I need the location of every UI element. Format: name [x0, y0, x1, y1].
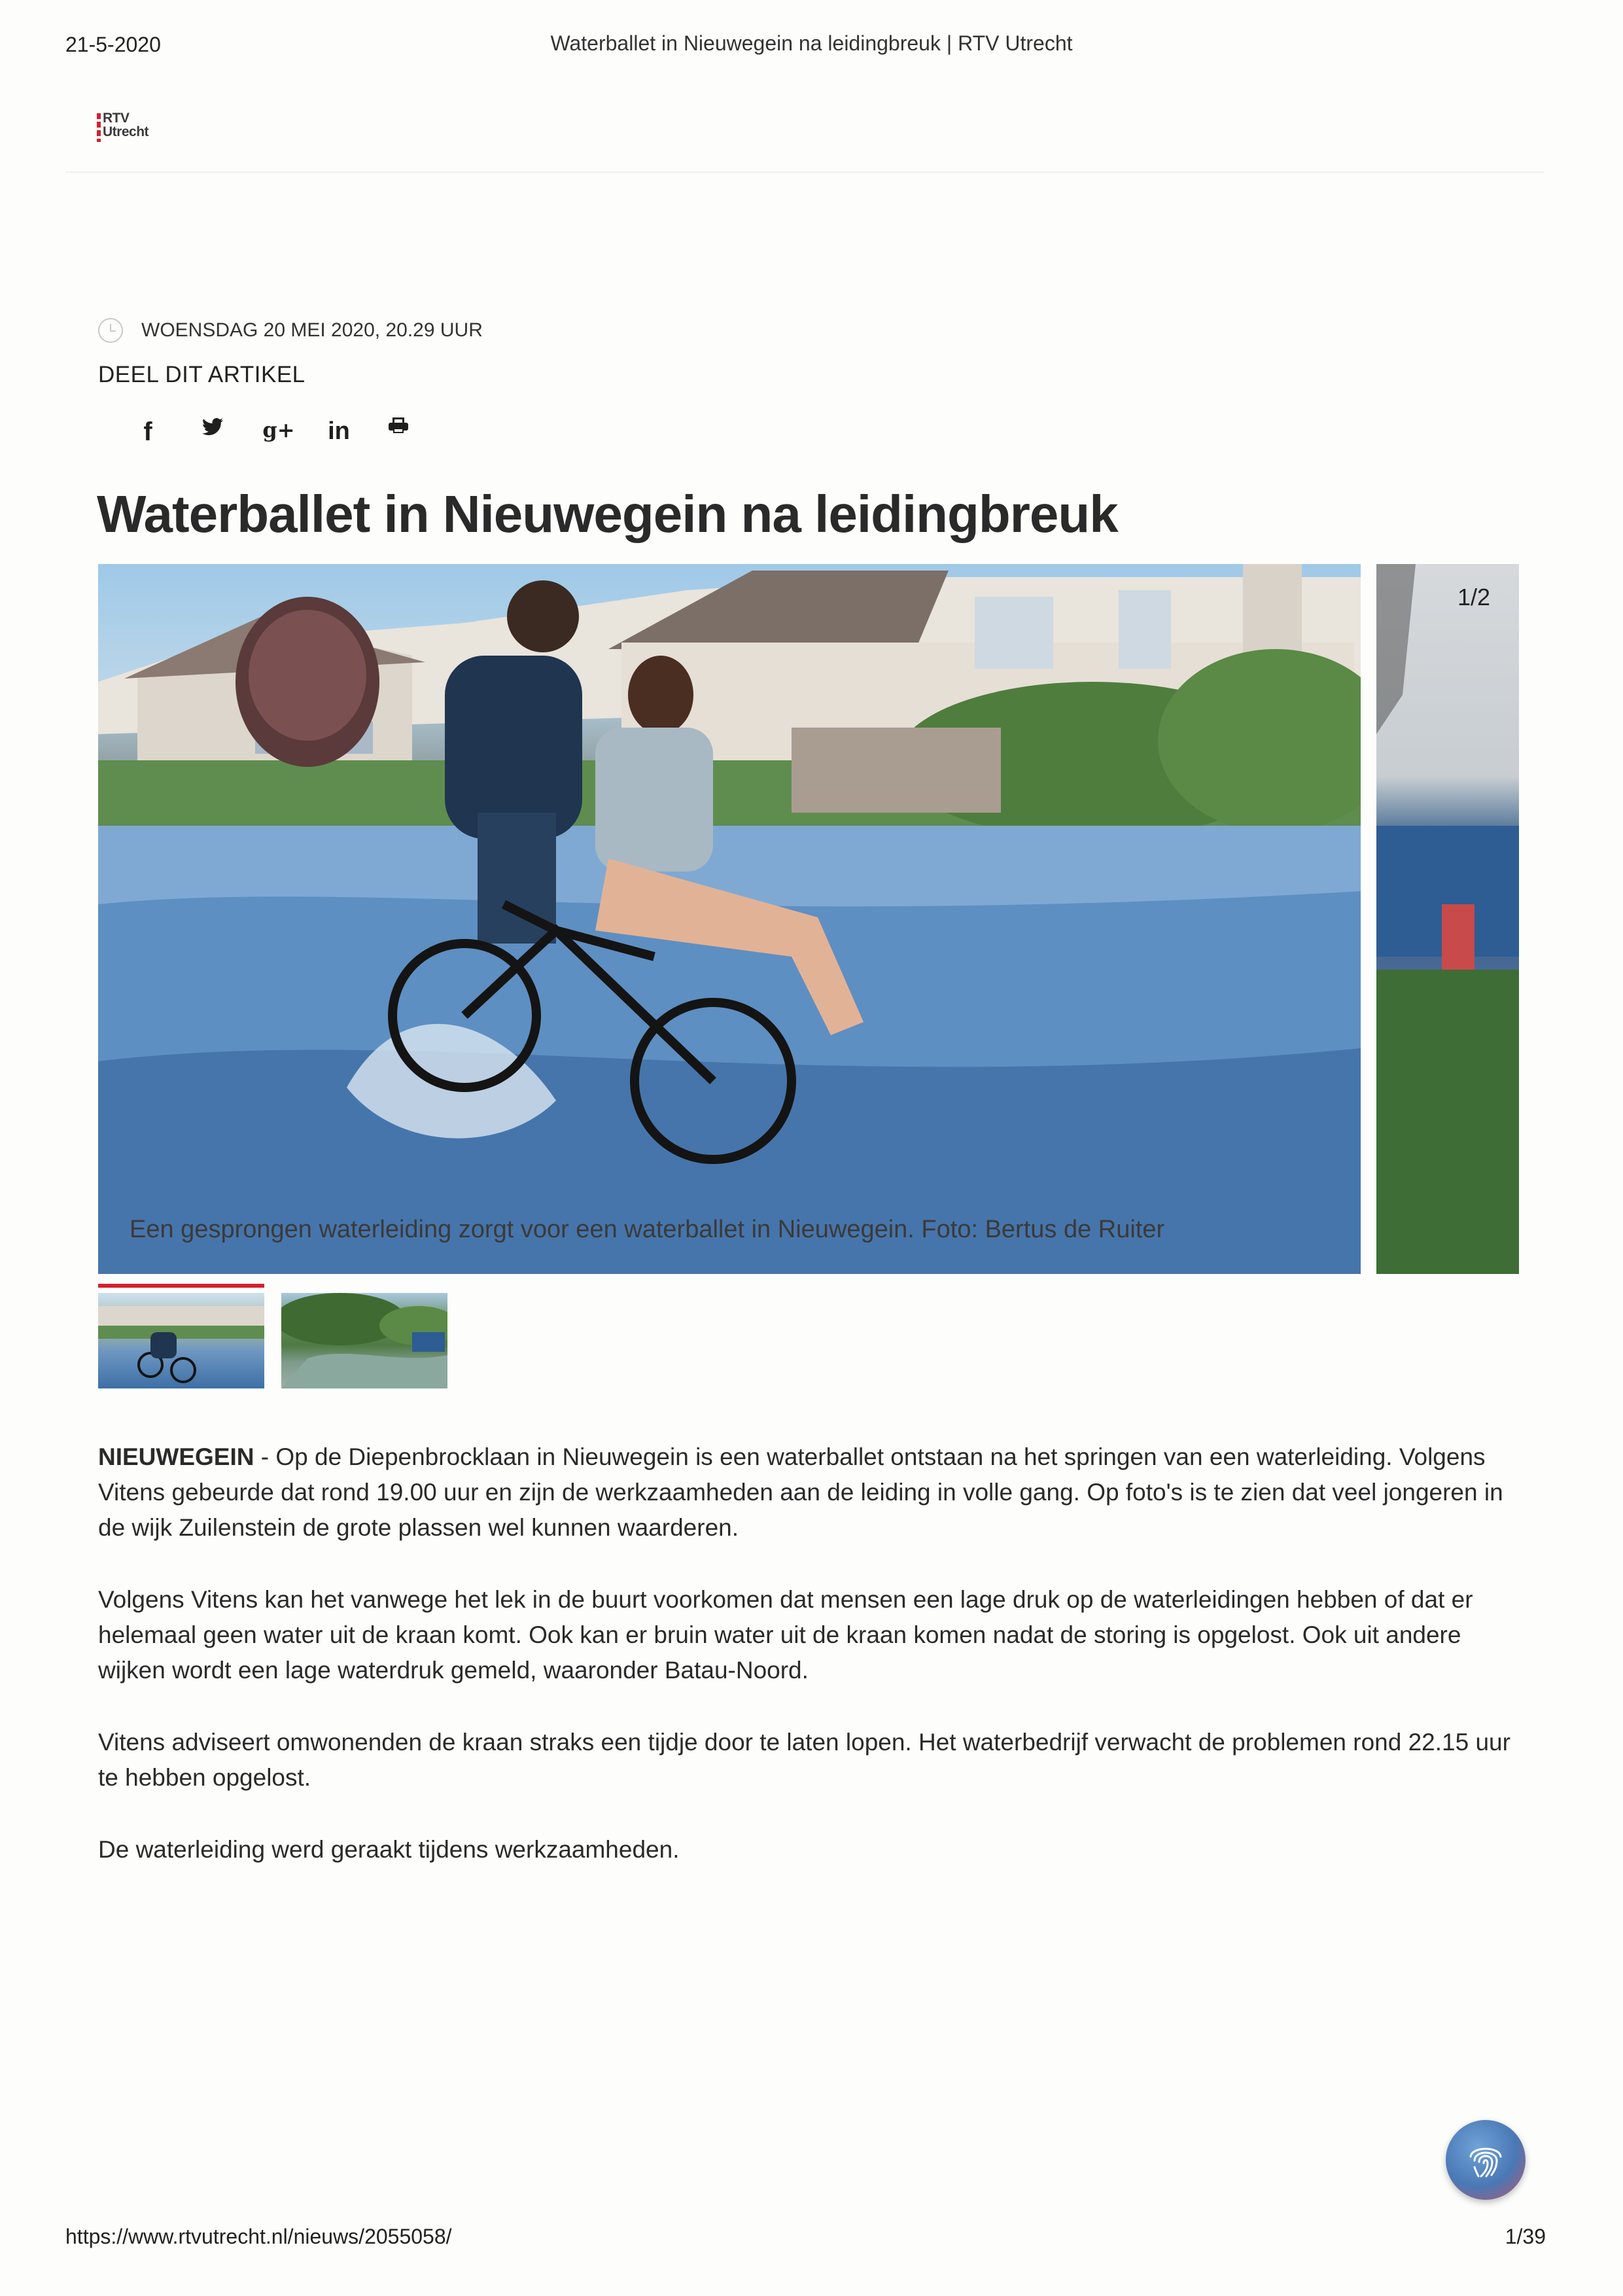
print-url: https://www.rtvutrecht.nl/nieuws/2055058/: [65, 2225, 452, 2248]
clock-icon: [98, 318, 123, 343]
paragraph-text: - Op de Diepenbrocklaan in Nieuwegein is een waterballet ontstaan na het springen van een waterleiding. Volgens Vitens gebeurde dat rond 19.00 uur en zijn de werkzaamheden aan de leiding in volle gang. Op foto's is te zien dat veel jongeren in de wijk Zuilenstein de grote plassen wel kunnen waarderen.: [98, 1443, 1503, 1541]
print-date: 21-5-2020: [65, 33, 161, 56]
print-page-title: Waterballet in Nieuwegein na leidingbreuk | RTV Utrecht: [550, 31, 1073, 55]
dateline: NIEUWEGEIN: [98, 1443, 254, 1470]
rtv-utrecht-logo[interactable]: [97, 111, 175, 144]
gallery-next-photo[interactable]: [1376, 564, 1519, 1274]
gallery-counter: 1/2: [1457, 584, 1491, 610]
google-plus-icon[interactable]: g+: [262, 417, 295, 442]
print-icon[interactable]: [386, 417, 412, 434]
header-divider: [65, 171, 1544, 173]
fingerprint-icon: [1463, 2137, 1509, 2183]
fingerprint-button[interactable]: [1446, 2120, 1526, 2200]
photo-caption: Een gesprongen waterleiding zorgt voor een waterballet in Nieuwegein. Foto: Bertus de Ruiter: [130, 1216, 1165, 1243]
gallery-thumbnail-2[interactable]: [281, 1293, 447, 1388]
linkedin-icon[interactable]: in: [328, 417, 350, 445]
article-paragraph-1: [98, 1439, 1531, 1545]
article-paragraph-4: De waterleiding werd geraakt tijdens werkzaamheden.: [98, 1836, 680, 1863]
article-headline: Waterballet in Nieuwegein na leidingbreuk: [97, 485, 1118, 543]
share-label: DEEL DIT ARTIKEL: [98, 362, 305, 387]
facebook-icon[interactable]: f: [143, 417, 152, 446]
gallery-thumbnail-1[interactable]: [98, 1293, 264, 1388]
publish-date: WOENSDAG 20 MEI 2020, 20.29 UUR: [141, 319, 483, 341]
logo-line-1: RTV: [103, 111, 130, 126]
article-paragraph-3: Vitens adviseert omwonenden de kraan straks een tijdje door te laten lopen. Het waterbedrijf verwacht de problemen rond 22.15 uur te hebben opgelost.: [98, 1729, 1510, 1791]
gallery-main-photo[interactable]: [98, 564, 1361, 1274]
thumbnail-active-indicator: [98, 1284, 264, 1288]
print-page-number: 1/39: [1505, 2225, 1546, 2248]
article-paragraph-2: Volgens Vitens kan het vanwege het lek in de buurt voorkomen dat mensen een lage druk op de waterleidingen hebben of dat er helemaal geen water uit de kraan komt. Ook kan er bruin water uit de kraan komen nadat de storing is opgelost. Ook uit andere wijken wordt een lage waterdruk gemeld, waaronder Batau-Noord.: [98, 1586, 1473, 1684]
logo-text: [103, 111, 148, 139]
twitter-icon[interactable]: [193, 417, 232, 442]
logo-line-2: Utrecht: [103, 124, 149, 139]
logo-bars-icon: [97, 113, 101, 142]
